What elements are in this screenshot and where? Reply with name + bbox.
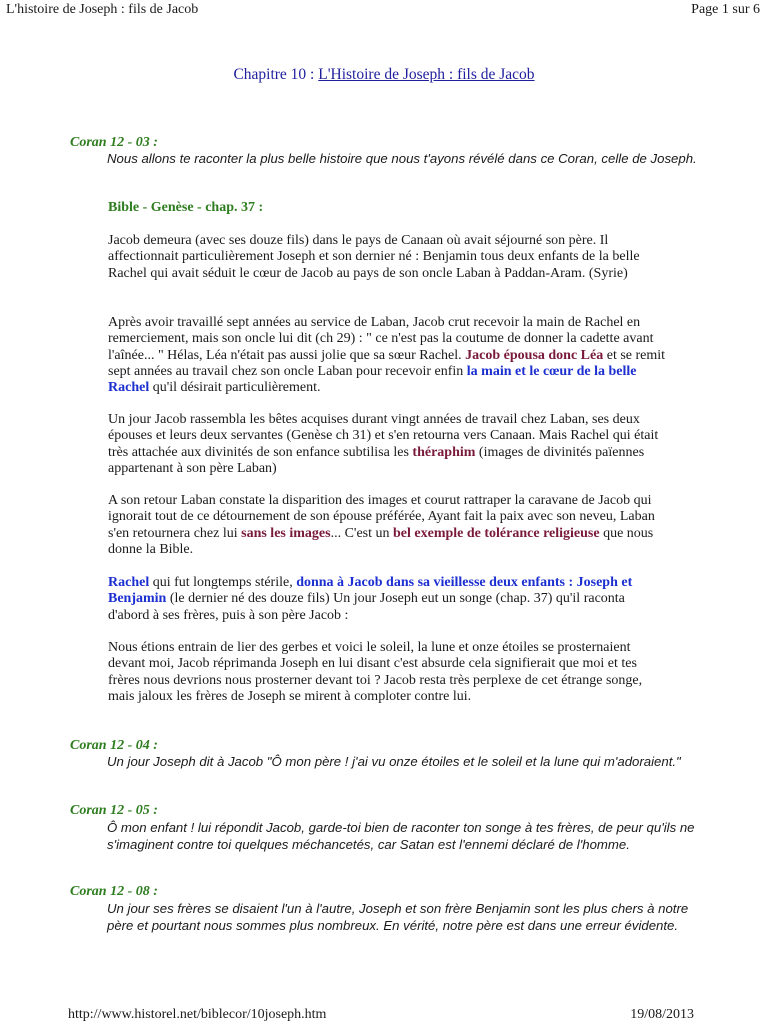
emphasis-text: Jacob épousa donc Léa [465, 347, 604, 363]
emphasis-text: théraphim [412, 444, 476, 460]
page-number: Page 1 sur 6 [691, 2, 760, 17]
coran-quote: Un jour ses frères se disaient l'un à l'autre, Joseph et son frère Benjamin sont les plus chers à notre père et pourtant nous sommes plus nombreux. En vérité, notre père est dans une erreur évidente. [107, 901, 689, 933]
text-run: qui fut longtemps stérile, [149, 575, 297, 590]
coran-reference: Coran 12 - 05 : [70, 803, 158, 818]
coran-reference: Coran 12 - 04 : [70, 738, 158, 753]
paragraph: Nous étions entrain de lier des gerbes et voici le soleil, la lune et onze étoiles se prosternaient devant moi, Jacob réprimanda Joseph en lui disant c'est absurde cela signifierait que moi et tes frères nous devrions nous prosterner devant toi ? Jacob resta très perplexe de cet étrange songe, mais jaloux les frères de Joseph se mirent à comploter contre lui. [108, 640, 643, 704]
text-run: A son retour Laban constate la disparition des images et courut rattraper la caravane de Jacob qui ignorait tout de ce détournement de son épouse préférée, Ayant fait la paix avec son neveu, Laban s'en retournera chez lui [108, 493, 655, 541]
chapter-title-prefix: Chapitre 10 : [233, 66, 319, 83]
emphasis-text: sans les images [241, 525, 331, 541]
chapter-title-link[interactable]: L'Histoire de Joseph : fils de Jacob [318, 66, 535, 83]
bible-reference: Bible - Genèse - chap. 37 : [108, 200, 264, 215]
text-run: ... C'est un [330, 525, 393, 541]
emphasis-text: donna à Jacob dans sa vieillesse deux enfants : Joseph et Benjamin [108, 575, 633, 607]
text-run: (le dernier né des douze fils) Un jour Joseph eut un songe (chap. 37) qu'il raconta d'abord à ses frères, puis à son père Jacob : [108, 591, 625, 623]
coran-quote: Nous allons te raconter la plus belle histoire que nous t'ayons révélé dans ce Coran, celle de Joseph. [107, 151, 697, 166]
coran-reference: Coran 12 - 03 : [70, 135, 158, 150]
paragraph: Jacob demeura (avec ses douze fils) dans le pays de Canaan où avait séjourné son père. Il affectionnait particulièrement Joseph et son dernier né : Benjamin tous deux enfants de la belle Rachel qui avait séduit le cœur de Jacob au pays de son oncle Laban à Paddan-Aram. (Syrie) [108, 233, 640, 281]
print-date: 19/08/2013 [630, 1007, 694, 1022]
coran-quote: Ô mon enfant ! lui répondit Jacob, garde-toi bien de raconter ton songe à tes frères, de peur qu'ils ne s'imaginent contre toi quelques méchancetés, car Satan est l'ennemi déclaré de l'homme. [107, 820, 695, 852]
text-run: et se remit sept années au travail chez son oncle Laban pour recevoir enfin [108, 347, 666, 379]
text-run: Après avoir travaillé sept années au service de Laban, Jacob crut recevoir la main de Rachel en remerciement, mais son oncle lui dit (ch 29) : " ce n'est pas la coutume de donner la cadette avant l'aînée... " Hélas, Léa n'était pas aussi jolie que sa sœur Rachel. [108, 315, 654, 363]
text-run: Un jour Jacob rassembla les bêtes acquises durant vingt années de travail chez Laban, ses deux épouses et leurs deux servantes (Genèse ch 31) et s'en retourna vers Canaan. Mais Rachel qui était très attachée aux divinités de son enfance subtilisa les [108, 412, 659, 460]
text-run: (images de divinités païennes appartenant à son père Laban) [108, 444, 645, 476]
paragraph [108, 493, 668, 558]
coran-quote: Un jour Joseph dit à Jacob "Ô mon père ! j'ai vu onze étoiles et le soleil et la lune qui m'adoraient." [107, 754, 681, 769]
chapter-title [0, 66, 768, 84]
emphasis-text: bel exemple de tolérance religieuse [393, 525, 600, 541]
page-header-title: L'histoire de Joseph : fils de Jacob [6, 2, 199, 17]
emphasis-text: Rachel [108, 575, 150, 590]
text-run: qu'il désirait particulièrement. [149, 380, 321, 396]
paragraph [108, 412, 668, 477]
emphasis-text: la main et le cœur de la belle Rachel [108, 363, 637, 396]
source-url[interactable]: http://www.historel.net/biblecor/10joseph.htm [68, 1007, 327, 1022]
paragraph [108, 315, 668, 396]
coran-reference: Coran 12 - 08 : [70, 884, 158, 899]
text-run: que nous donne la Bible. [108, 525, 654, 557]
paragraph [108, 575, 668, 624]
